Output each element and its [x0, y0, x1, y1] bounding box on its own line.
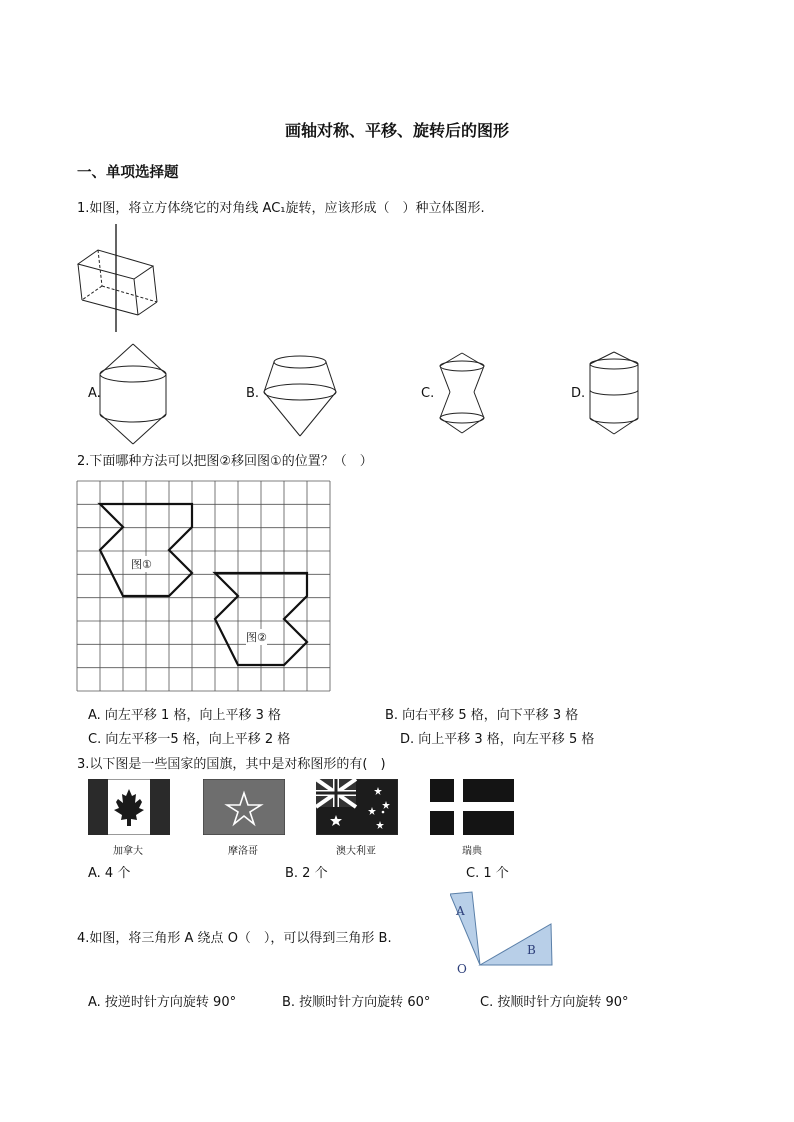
triangle-a: [450, 892, 480, 965]
grid-figure: [76, 480, 331, 692]
solid-d-figure: [584, 350, 644, 436]
solid-c-figure: [432, 350, 492, 436]
question-1: 1.如图，将立方体绕它的对角线 AC₁旋转，应该形成（ ）种立体图形.: [77, 201, 485, 216]
q1-option-c[interactable]: C.: [421, 386, 435, 401]
q2-option-d[interactable]: D. 向上平移 3 格，向左平移 5 格: [400, 732, 595, 747]
q2-option-a[interactable]: A. 向左平移 1 格，向上平移 3 格: [88, 708, 282, 723]
canada-flag-icon: [88, 779, 170, 835]
shape-1-label: 图①: [131, 558, 152, 571]
q4-option-a[interactable]: A. 按逆时针方向旋转 90°: [88, 995, 237, 1010]
q3-option-c[interactable]: C. 1 个: [466, 866, 509, 881]
q3-option-a[interactable]: A. 4 个: [88, 866, 131, 881]
flag-caption-australia: 澳大利亚: [336, 846, 376, 857]
q2-option-c[interactable]: C. 向左平移一5 格，向上平移 2 格: [88, 732, 291, 747]
page-title: 画轴对称、平移、旋转后的图形: [284, 121, 509, 140]
q4-option-c[interactable]: C. 按顺时针方向旋转 90°: [480, 995, 629, 1010]
solid-a-figure: [96, 342, 170, 446]
q3-option-b[interactable]: B. 2 个: [285, 866, 328, 881]
label-o: O: [457, 962, 467, 976]
flag-caption-canada: 加拿大: [113, 846, 143, 857]
sweden-flag-icon: [430, 779, 514, 835]
solid-b-figure: [260, 350, 340, 440]
flag-caption-sweden: 瑞典: [462, 846, 482, 857]
australia-flag-icon: [316, 779, 398, 835]
triangle-b: [480, 924, 552, 965]
question-3: 3.以下图是一些国家的国旗，其中是对称图形的有( ): [77, 757, 386, 772]
shape-2-label: 图②: [246, 631, 267, 644]
q1-option-a[interactable]: A.: [88, 386, 101, 401]
morocco-flag-icon: [203, 779, 285, 835]
label-b: B: [527, 943, 536, 957]
flag-caption-morocco: 摩洛哥: [228, 846, 258, 857]
q1-option-d[interactable]: D.: [571, 386, 586, 401]
rotation-figure: [450, 890, 560, 980]
section-heading: 一、单项选择题: [77, 165, 179, 181]
q1-option-b[interactable]: B.: [246, 386, 260, 401]
q4-option-b[interactable]: B. 按顺时针方向旋转 60°: [282, 995, 431, 1010]
label-a: A: [456, 904, 465, 918]
q2-option-b[interactable]: B. 向右平移 5 格，向下平移 3 格: [385, 708, 579, 723]
question-4: 4.如图，将三角形 A 绕点 O（ ），可以得到三角形 B.: [77, 931, 392, 946]
cube-figure: [72, 222, 162, 334]
question-2: 2.下面哪种方法可以把图②移回图①的位置？（ ）: [77, 454, 373, 469]
